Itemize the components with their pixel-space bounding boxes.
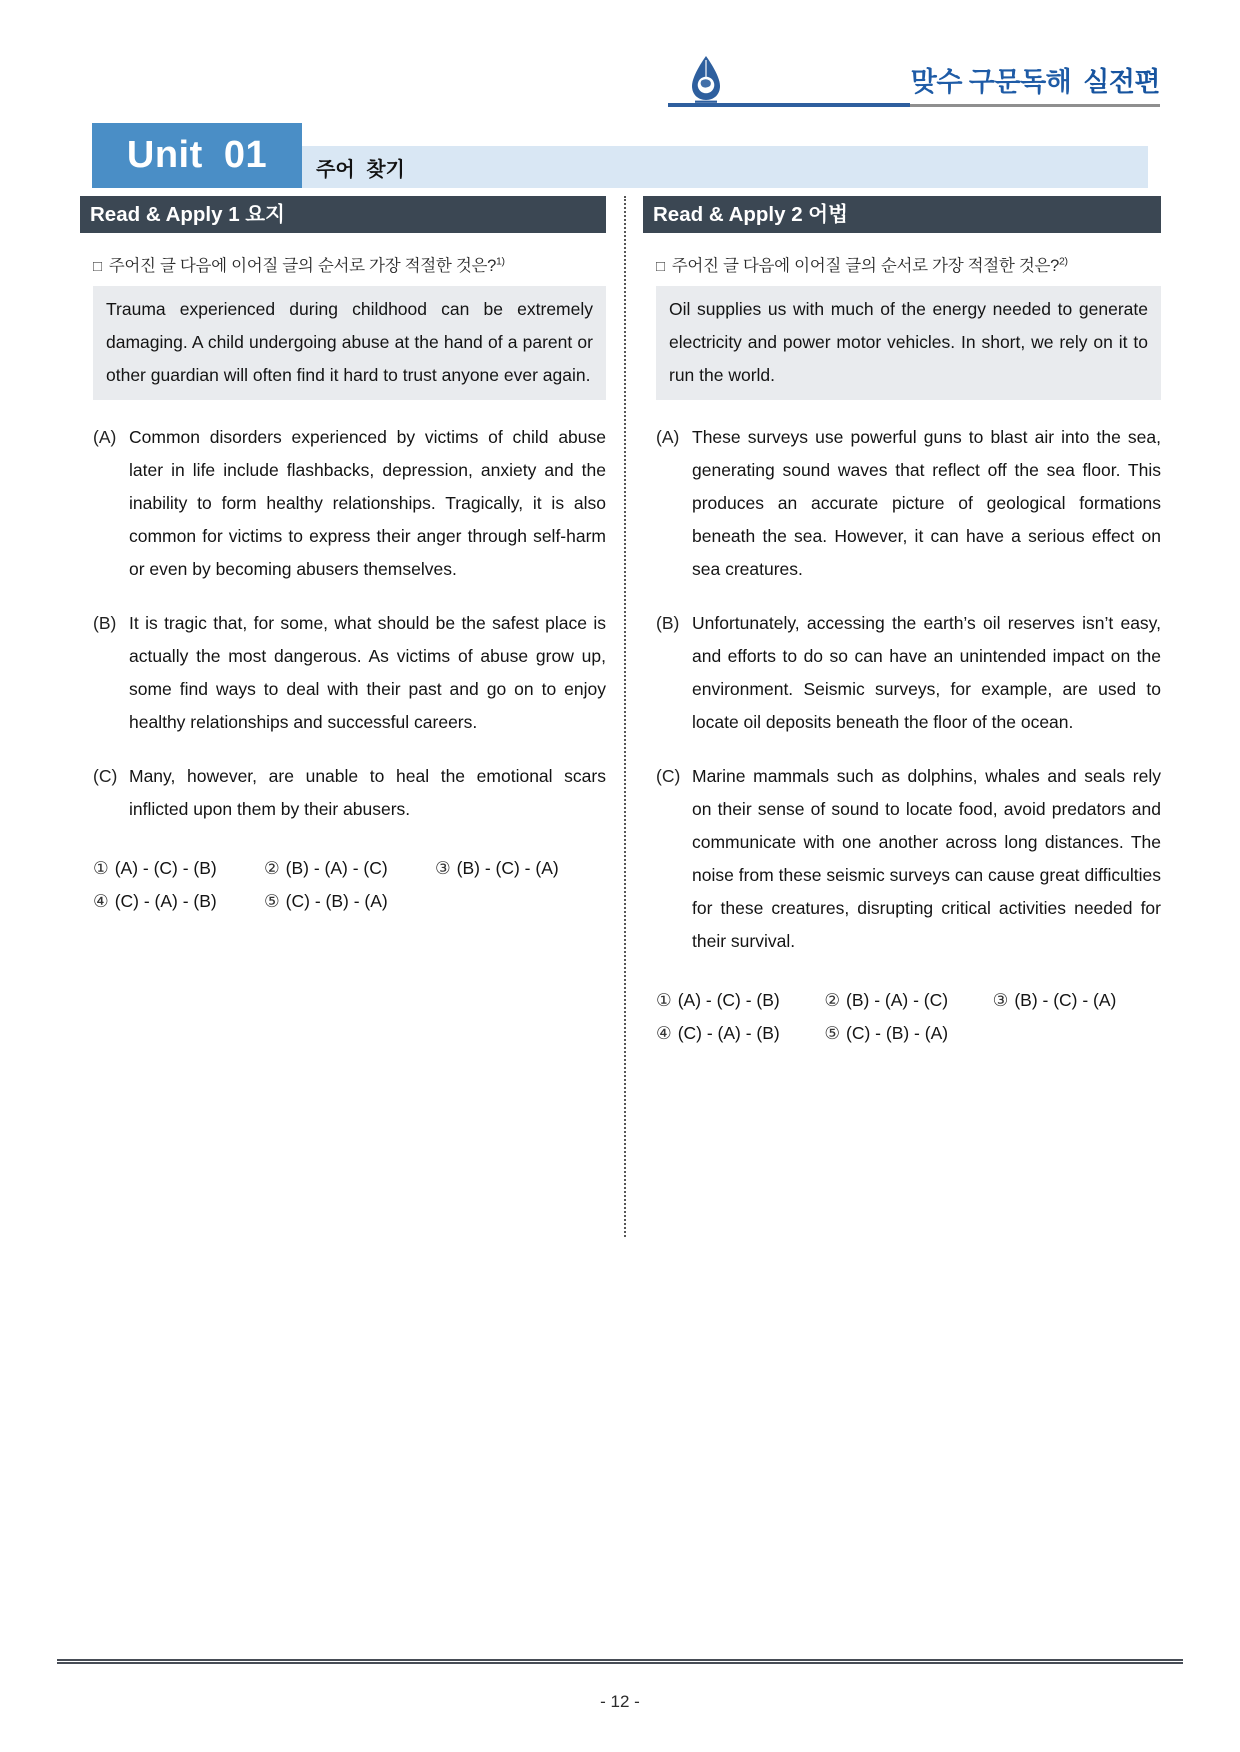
choice-1-1 — [93, 852, 264, 885]
item-C-1-label: (C) — [93, 766, 118, 786]
choice-2-4-text: (C) - (A) - (B) — [677, 1023, 780, 1043]
choice-2-1-marker: ① — [656, 990, 672, 1010]
item-A-1-text: Common disorders experienced by victims of child abuse later in life include flashbacks, depression, anxiety and the inability to form healthy relationships. Tragically, it is also common for victims to express their anger through self-harm or even by becoming abusers themselves. — [129, 427, 606, 579]
choice-1-5-marker: ⑤ — [263, 891, 280, 911]
question-2-text: 주어진 글 다음에 이어질 글의 순서로 가장 적절한 것은? — [671, 257, 1059, 275]
checkbox-icon: □ — [656, 258, 665, 275]
item-A-2-label: (A) — [656, 427, 680, 447]
choice-1-3-marker: ③ — [434, 858, 451, 878]
section-header-1: Read & Apply 1 요지 — [80, 196, 606, 233]
question-1-text: 주어진 글 다음에 이어질 글의 순서로 가장 적절한 것은? — [108, 257, 496, 275]
checkbox-icon: □ — [93, 258, 102, 275]
item-A-2 — [643, 421, 1161, 586]
choice-1-4-text: (C) - (A) - (B) — [114, 891, 217, 911]
item-B-2 — [643, 607, 1161, 739]
item-C-2-label: (C) — [656, 766, 681, 786]
choice-1-5 — [264, 885, 435, 918]
choice-2-2-text: (B) - (A) - (C) — [846, 990, 949, 1010]
passage-box-2: Oil supplies us with much of the energy needed to generate electricity and power motor vehicles. In short, we rely on it to run the world. — [656, 286, 1161, 400]
choice-1-1-text: (A) - (C) - (B) — [114, 858, 217, 878]
item-A-2-text: These surveys use powerful guns to blast air into the sea, generating sound waves that reflect off the sea floor. This produces an accurate picture of geological formations beneath the sea. However, it can have a serious effect on sea creatures. — [692, 427, 1161, 579]
brand-title-series: 맞수 구문독해 — [910, 67, 1072, 97]
choice-2-4-marker: ④ — [656, 1023, 672, 1043]
choice-1-2 — [264, 852, 435, 885]
item-B-1-text: It is tragic that, for some, what should be the safest place is actually the most dangerous. As victims of abuse grow up, some find ways to deal with their past and go on to enjoy healthy relationships and successful careers. — [129, 613, 606, 732]
header-rule-gray — [910, 104, 1160, 107]
unit-subtitle: 주어 찾기 — [316, 158, 405, 181]
item-A-1-label: (A) — [93, 427, 117, 447]
question-1-footnote: 1) — [495, 255, 505, 268]
section-header-2: Read & Apply 2 어법 — [643, 196, 1161, 233]
choice-1-5-text: (C) - (B) - (A) — [285, 891, 388, 911]
unit-subtitle-bar — [302, 146, 1148, 188]
choice-1-4 — [93, 885, 264, 918]
item-C-1-text: Many, however, are unable to heal the emotional scars inflicted upon them by their abusers. — [129, 766, 606, 819]
choice-1-4-marker: ④ — [93, 891, 109, 911]
choices-2 — [643, 984, 1161, 1050]
item-B-2-label: (B) — [656, 613, 680, 633]
column-read-apply-2 — [643, 196, 1161, 1050]
column-divider — [624, 196, 626, 1237]
unit-banner — [92, 123, 1148, 188]
item-C-2-text: Marine mammals such as dolphins, whales and seals rely on their sense of sound to locate food, avoid predators and communicate with one another across long distances. The noise from these seismic surveys can cause great difficulties for these creatures, disrupting critical activities needed for their survival. — [692, 766, 1161, 951]
choice-2-3 — [993, 984, 1161, 1017]
question-1 — [80, 252, 606, 276]
question-2-footnote: 2) — [1058, 255, 1068, 268]
choice-2-4 — [656, 1017, 824, 1050]
brand-title-edition: 실전편 — [1083, 67, 1160, 97]
item-B-2-text: Unfortunately, accessing the earth’s oil reserves isn’t easy, and efforts to do so can have an unintended impact on the environment. Seismic surveys, for example, are used to locate oil deposits beneath the floor of the ocean. — [692, 613, 1161, 732]
passage-box-1: Trauma experienced during childhood can be extremely damaging. A child undergoing abuse at the hand of a parent or other guardian will often find it hard to trust anyone ever again. — [93, 286, 606, 400]
choice-1-3-text: (B) - (C) - (A) — [456, 858, 559, 878]
choice-2-1 — [656, 984, 824, 1017]
item-B-1-label: (B) — [93, 613, 117, 633]
choice-2-1-text: (A) - (C) - (B) — [677, 990, 780, 1010]
choices-1 — [80, 852, 606, 918]
choice-2-3-text: (B) - (C) - (A) — [1014, 990, 1117, 1010]
brand-title — [911, 60, 1160, 99]
unit-number-box: Unit 01 — [92, 123, 302, 188]
item-B-1 — [80, 607, 606, 739]
choice-2-2-marker: ② — [824, 990, 841, 1010]
choice-1-1-marker: ① — [93, 858, 109, 878]
header-rule-blue — [668, 103, 910, 107]
choice-1-2-text: (B) - (A) - (C) — [285, 858, 388, 878]
item-C-1 — [80, 760, 606, 826]
item-A-1 — [80, 421, 606, 586]
question-2 — [643, 252, 1161, 276]
page-number: - 12 - — [600, 1692, 640, 1711]
item-C-2 — [643, 760, 1161, 958]
choice-2-3-marker: ③ — [992, 990, 1009, 1010]
choice-2-5-text: (C) - (B) - (A) — [846, 1023, 949, 1043]
choice-2-5 — [824, 1017, 992, 1050]
column-read-apply-1 — [80, 196, 606, 918]
choice-1-2-marker: ② — [263, 858, 280, 878]
choice-1-3 — [435, 852, 606, 885]
choice-2-5-marker: ⑤ — [824, 1023, 841, 1043]
footer-double-rule — [57, 1659, 1183, 1664]
choice-2-2 — [824, 984, 992, 1017]
